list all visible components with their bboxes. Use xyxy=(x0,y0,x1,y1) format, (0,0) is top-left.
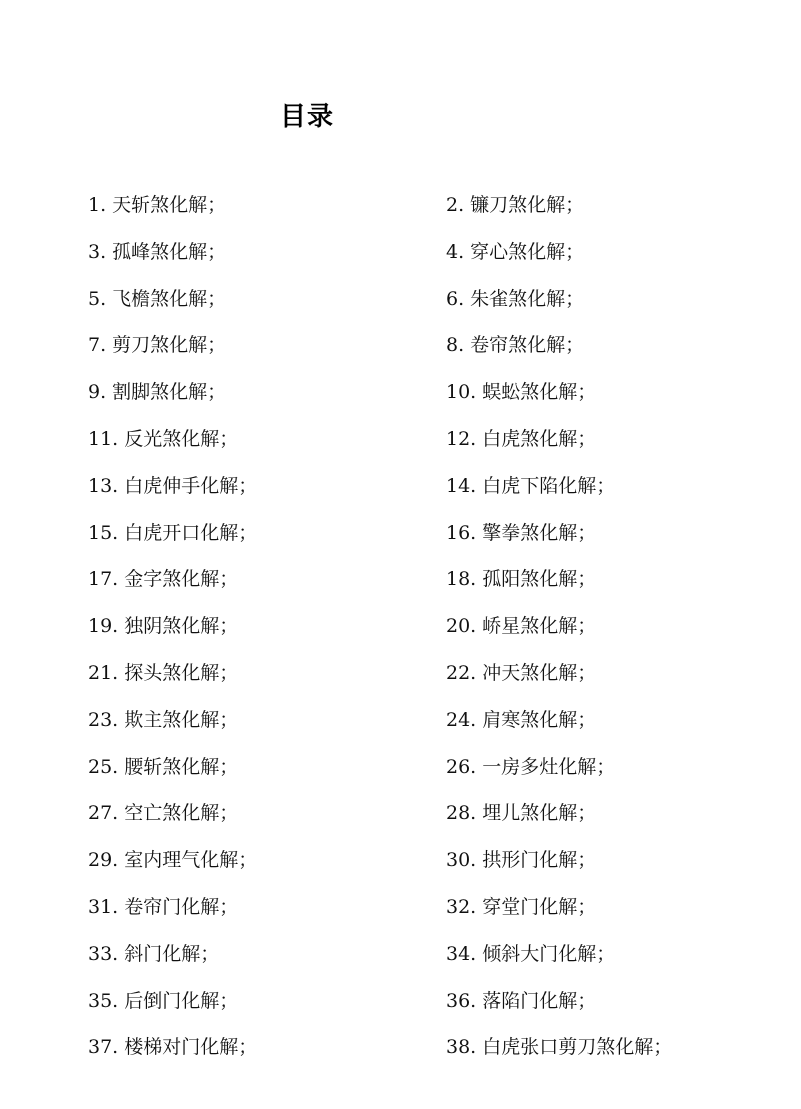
toc-entry: 8. 卷帘煞化解； xyxy=(446,334,585,357)
toc-entry: 34. 倾斜大门化解； xyxy=(446,942,616,965)
toc-entry: 24. 肩寒煞化解； xyxy=(446,708,597,731)
toc-entry: 18. 孤阳煞化解； xyxy=(446,568,597,591)
toc-entry: 36. 落陷门化解； xyxy=(446,989,597,1012)
toc-entry: 32. 穿堂门化解； xyxy=(446,895,597,918)
page-title: 目录 xyxy=(280,102,335,132)
toc-row xyxy=(0,239,801,286)
toc-row xyxy=(0,988,801,1035)
toc-entry: 27. 空亡煞化解； xyxy=(88,802,239,825)
toc-row xyxy=(0,426,801,473)
toc-entry: 14. 白虎下陷化解； xyxy=(446,474,616,497)
toc-entry: 20. 峤星煞化解； xyxy=(446,615,597,638)
toc-row xyxy=(0,894,801,941)
toc-entry: 29. 室内理气化解； xyxy=(88,849,258,872)
toc-entry: 12. 白虎煞化解； xyxy=(446,427,597,450)
toc-entry: 6. 朱雀煞化解； xyxy=(446,287,585,310)
toc-row xyxy=(0,941,801,988)
toc-row xyxy=(0,473,801,520)
toc-row xyxy=(0,707,801,754)
toc-row xyxy=(0,1034,801,1081)
toc-entry: 1. 天斩煞化解； xyxy=(88,194,227,216)
toc-entry: 7. 剪刀煞化解； xyxy=(88,334,227,357)
toc-row xyxy=(0,379,801,426)
toc-entry: 5. 飞檐煞化解； xyxy=(88,287,227,310)
toc-entry: 19. 独阴煞化解； xyxy=(88,615,239,638)
toc-entry: 4. 穿心煞化解； xyxy=(446,240,585,263)
toc-entry: 31. 卷帘门化解； xyxy=(88,895,239,918)
toc-entry: 37. 楼梯对门化解； xyxy=(88,1036,258,1059)
toc-entry: 38. 白虎张口剪刀煞化解； xyxy=(446,1036,673,1059)
toc-entry: 26. 一房多灶化解； xyxy=(446,755,616,778)
toc-entry: 2. 镰刀煞化解； xyxy=(446,194,585,216)
toc-row xyxy=(0,800,801,847)
toc-row xyxy=(0,660,801,707)
toc-entry: 35. 后倒门化解； xyxy=(88,989,239,1012)
toc-entry: 21. 探头煞化解； xyxy=(88,661,239,684)
toc-entry: 10. 蜈蚣煞化解； xyxy=(446,381,597,404)
toc-entry: 13. 白虎伸手化解； xyxy=(88,474,258,497)
toc-entry: 15. 白虎开口化解； xyxy=(88,521,258,544)
toc-row xyxy=(0,754,801,801)
toc-row xyxy=(0,847,801,894)
toc-row xyxy=(0,613,801,660)
toc-row xyxy=(0,520,801,567)
toc-row xyxy=(0,566,801,613)
toc-entry: 16. 擎拳煞化解； xyxy=(446,521,597,544)
table-of-contents xyxy=(0,192,801,1081)
toc-entry: 22. 冲天煞化解； xyxy=(446,661,597,684)
toc-entry: 3. 孤峰煞化解； xyxy=(88,240,227,263)
toc-entry: 17. 金字煞化解； xyxy=(88,568,239,591)
toc-row xyxy=(0,286,801,333)
toc-entry: 25. 腰斩煞化解； xyxy=(88,755,239,778)
toc-entry: 11. 反光煞化解； xyxy=(88,427,239,450)
toc-entry: 23. 欺主煞化解； xyxy=(88,708,239,731)
toc-entry: 9. 割脚煞化解； xyxy=(88,381,227,404)
toc-entry: 33. 斜门化解； xyxy=(88,942,220,965)
toc-entry: 30. 拱形门化解； xyxy=(446,849,597,872)
toc-entry: 28. 埋儿煞化解； xyxy=(446,802,597,825)
toc-row xyxy=(0,332,801,379)
toc-row xyxy=(0,192,801,239)
